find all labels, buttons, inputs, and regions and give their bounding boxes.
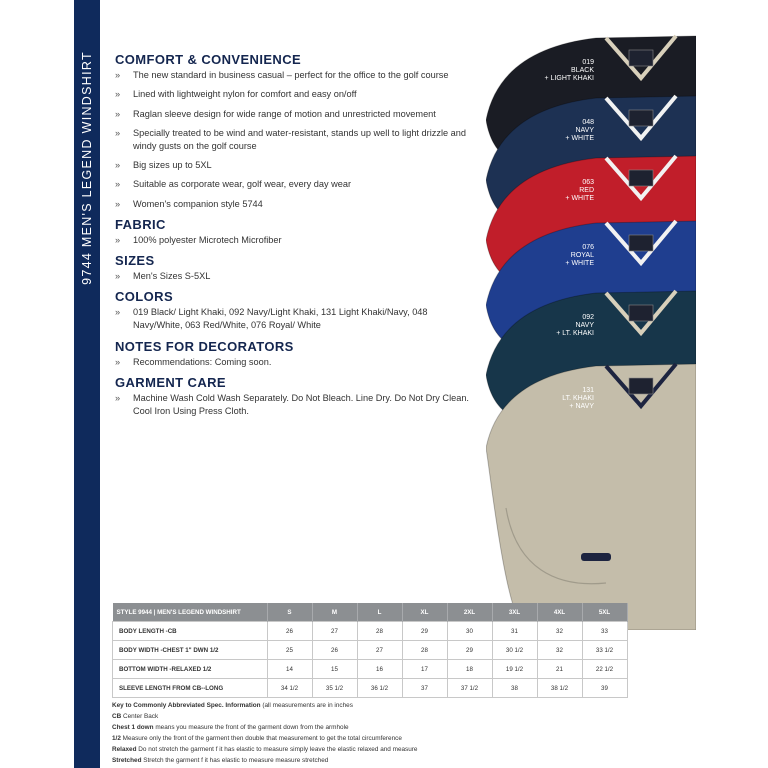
bullet-text: Women's companion style 5744 [133,198,263,209]
key-desc: Do not stretch the garment f it has elastic to measure simply leave the elastic relaxed and measure [138,746,418,753]
bullet-item [115,108,477,121]
bullet-list [115,69,477,210]
bullet-list [115,306,477,332]
spec-header-row [113,603,628,622]
key-term: Relaxed [112,746,137,753]
brand-patch [629,170,653,186]
bullet-text: 100% polyester Microtech Microfiber [133,234,282,245]
key-term: 1/2 [112,735,121,742]
spec-cell: BODY LENGTH -CB [113,622,268,641]
spec-cell: 34 1/2 [267,679,312,698]
spec-cell: 15 [312,660,357,679]
spec-cell: 17 [402,660,447,679]
section-title: COLORS [115,289,174,305]
spec-cell: 14 [267,660,312,679]
bullet-item [115,88,477,101]
spec-cell: 19 1/2 [492,660,537,679]
color-label-line: + WHITE [565,195,594,202]
spec-cell: 37 [402,679,447,698]
spec-table [112,603,628,698]
bullet-text: Big sizes up to 5XL [133,159,212,170]
spec-header-cell: 2XL [447,603,492,622]
spec-cell: 18 [447,660,492,679]
bullet-mark: » [115,307,121,318]
section [115,253,477,283]
bullet-item [115,270,477,283]
spec-cell: 21 [537,660,582,679]
section [115,375,477,418]
key-line [112,733,418,744]
product-details [115,52,477,424]
key-line [112,711,418,722]
spec-cell: 37 1/2 [447,679,492,698]
spec-row [113,622,628,641]
key-line [112,755,418,766]
section-title: GARMENT CARE [115,374,226,390]
key-title-text: Key to Commonly Abbreviated Spec. Information [112,702,261,709]
spec-cell: 32 [537,641,582,660]
key-term: Stretched [112,757,142,764]
spec-row [113,660,628,679]
spec-cell: 27 [312,622,357,641]
bullet-text: Raglan sleeve design for wide range of motion and unrestricted movement [133,108,436,119]
spec-cell: 27 [357,641,402,660]
spec-cell: BOTTOM WIDTH -RELAXED 1/2 [113,660,268,679]
spec-cell: 22 1/2 [582,660,627,679]
spec-header-cell: XL [402,603,447,622]
brand-patch [629,50,653,66]
color-label-line: + NAVY [569,403,594,410]
spec-cell: 28 [402,641,447,660]
color-label-line: NAVY [575,127,594,134]
side-title-text: 9744 MEN'S LEGEND WINDSHIRT [80,51,94,285]
key-desc: Stretch the garment f it has elastic to measure measure stretched [143,757,329,764]
spec-cell: 32 [537,622,582,641]
bullet-mark: » [115,89,121,100]
spec-row [113,641,628,660]
spec-header-cell: L [357,603,402,622]
color-label-line: + LT. KHAKI [556,330,594,337]
color-label-line: LT. KHAKI [562,395,594,402]
key-title [112,700,418,711]
section [115,339,477,369]
color-label-line: ROYAL [570,252,594,259]
spec-cell: 30 [447,622,492,641]
spec-cell: 38 [492,679,537,698]
color-label-line: 063 [582,179,594,186]
spec-cell: 25 [267,641,312,660]
bullet-text: Machine Wash Cold Wash Separately. Do Not Bleach. Line Dry. Do Not Dry Clean. Cool Iron Using Press Cloth. [133,392,469,416]
bullet-item [115,69,477,82]
bullet-mark: » [115,127,121,138]
bullet-mark: » [115,234,121,245]
bullet-mark: » [115,392,121,403]
key-line [112,744,418,755]
key-line [112,722,418,733]
spec-cell: 29 [447,641,492,660]
bullet-list [115,234,477,247]
color-label-line: RED [579,187,594,194]
bullet-text: 019 Black/ Light Khaki, 092 Navy/Light Khaki, 131 Light Khaki/Navy, 048 Navy/White, 063 Red/White, 076 Royal/ White [133,307,428,331]
brand-patch [629,110,653,126]
bullet-list [115,392,477,418]
spec-cell: 31 [492,622,537,641]
brand-patch [629,235,653,251]
color-label-line: 092 [582,314,594,321]
spec-cell: 26 [312,641,357,660]
key-desc: Measure only the front of the garment then double that measurement to get the total circumference [122,735,402,742]
bullet-list [115,270,477,283]
color-label-line: + WHITE [565,260,594,267]
bullet-item [115,198,477,211]
key-title-note: (all measurements are in inches [262,702,353,709]
color-label-line: + WHITE [565,135,594,142]
bullet-text: Suitable as corporate wear, golf wear, every day wear [133,179,352,190]
spec-header-cell: M [312,603,357,622]
color-label-line: 131 [582,387,594,394]
bullet-text: The new standard in business casual – perfect for the office to the golf course [133,70,449,80]
bullet-item [115,234,477,247]
section-title: NOTES FOR DECORATORS [115,338,294,354]
key-term: CB [112,713,122,720]
bullet-mark: » [115,198,121,209]
spec-cell: 33 1/2 [582,641,627,660]
key-desc: Center Back [123,713,159,720]
key-desc: means you measure the front of the garment down from the armhole [155,724,349,731]
spec-cell: 28 [357,622,402,641]
section [115,217,477,247]
bullet-text: Lined with lightweight nylon for comfort and easy on/off [133,89,357,100]
bullet-item [115,306,477,332]
spec-cell: 30 1/2 [492,641,537,660]
bullet-mark: » [115,179,121,190]
bullet-list [115,356,477,369]
garment-stack [486,30,696,630]
bullet-item [115,356,477,369]
section-title: COMFORT & CONVENIENCE [115,52,302,67]
bullet-mark: » [115,108,121,119]
brand-patch [629,378,653,394]
bullet-mark: » [115,271,121,282]
side-band [74,0,100,768]
side-title [74,0,100,768]
spec-cell: 35 1/2 [312,679,357,698]
spec-cell: 38 1/2 [537,679,582,698]
bullet-mark: » [115,159,121,170]
spec-row [113,679,628,698]
cuff-trim [581,553,611,561]
bullet-text: Men's Sizes S-5XL [133,271,211,282]
section [115,289,477,332]
spec-header-cell: 4XL [537,603,582,622]
spec-header-cell: 3XL [492,603,537,622]
bullet-mark: » [115,356,121,367]
bullet-mark: » [115,70,121,80]
bullet-item [115,159,477,172]
abbreviation-key [112,700,418,766]
brand-patch [629,305,653,321]
section [115,52,477,210]
color-label-line: 019 [582,59,594,66]
color-label-line: 076 [582,244,594,251]
spec-cell: 33 [582,622,627,641]
spec-cell: 29 [402,622,447,641]
color-label-line: 048 [582,119,594,126]
section-title: FABRIC [115,216,166,232]
windshirt-131 [486,364,696,630]
bullet-text: Specially treated to be wind and water-resistant, stands up well to light drizzle and windy gusts on the golf course [133,127,466,151]
spec-header-cell: S [267,603,312,622]
color-label-line: NAVY [575,322,594,329]
section-title: SIZES [115,253,155,269]
bullet-item [115,392,477,418]
spec-cell: 39 [582,679,627,698]
spec-cell: SLEEVE LENGTH FROM CB--LONG [113,679,268,698]
spec-cell: 16 [357,660,402,679]
color-label-line: + LIGHT KHAKI [544,75,594,82]
spec-cell: BODY WIDTH -CHEST 1" DWN 1/2 [113,641,268,660]
color-label-line: BLACK [571,67,594,74]
key-term: Chest 1 down [112,724,154,731]
spec-cell: 36 1/2 [357,679,402,698]
spec-cell: 26 [267,622,312,641]
spec-header-cell: STYLE 9944 | MEN'S LEGEND WINDSHIRT [113,603,268,622]
bullet-item [115,127,477,153]
bullet-item [115,178,477,191]
bullet-text: Recommendations: Coming soon. [133,356,272,367]
spec-header-cell: 5XL [582,603,627,622]
